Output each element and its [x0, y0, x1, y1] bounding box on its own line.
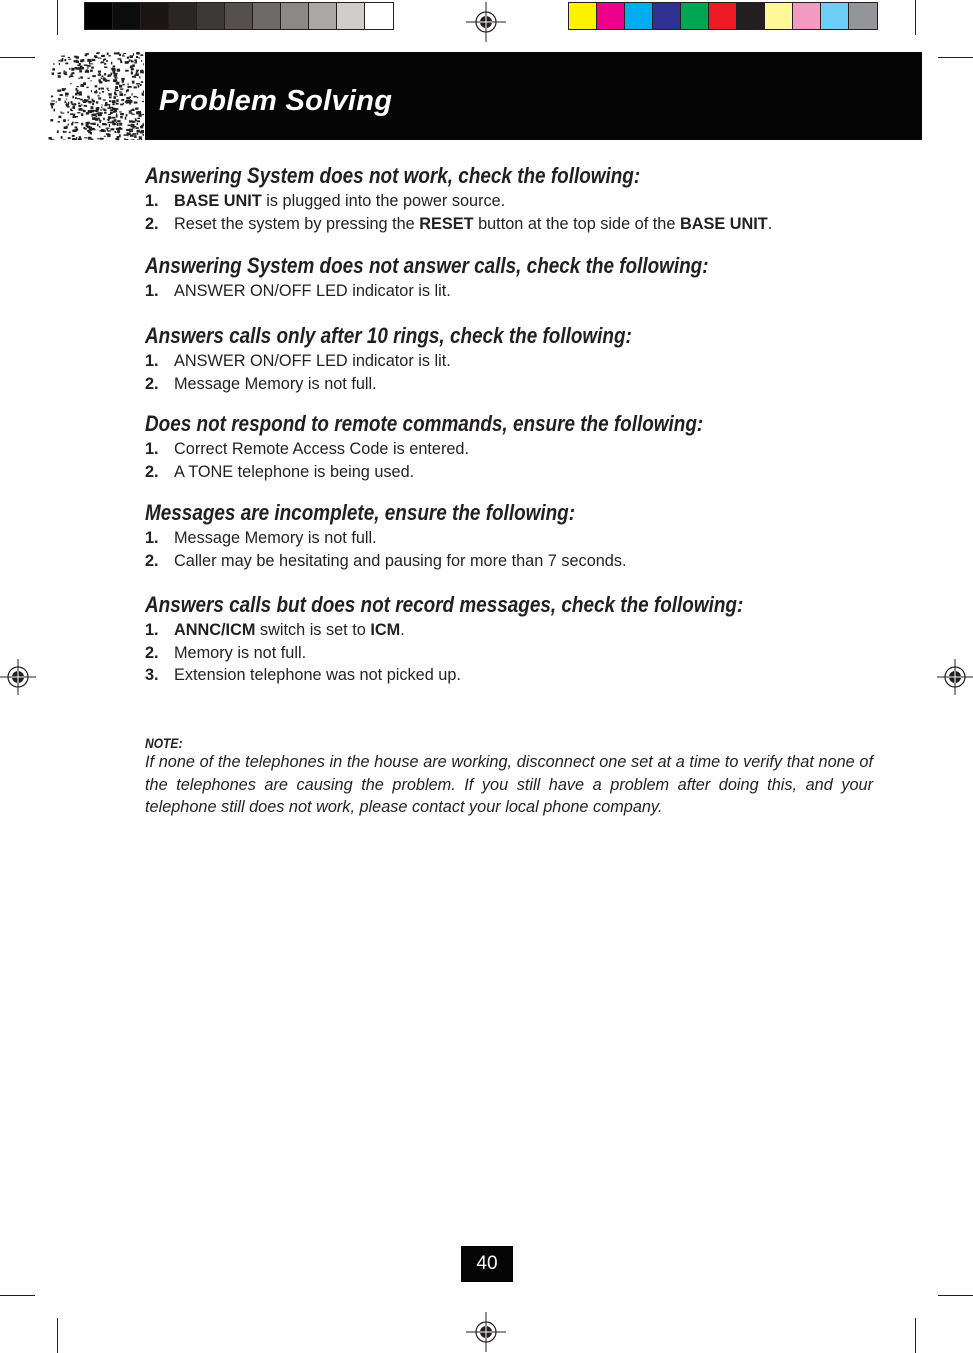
item-list — [145, 350, 873, 395]
list-item: 2. A TONE telephone is being used. — [145, 462, 415, 481]
color-swatch — [337, 3, 365, 29]
color-calibration-bar — [568, 2, 878, 30]
list-item: 1. ANSWER ON/OFF LED indicator is lit. — [145, 282, 451, 300]
list-item: 1. ANSWER ON/OFF LED indicator is lit. — [145, 352, 451, 370]
page-number: 40 — [461, 1246, 513, 1282]
list-item: 1. Message Memory is not full. — [145, 529, 377, 547]
color-swatch — [653, 3, 681, 29]
section — [145, 410, 873, 499]
note — [145, 735, 873, 819]
registration-mark-top — [466, 2, 506, 42]
color-swatch — [253, 3, 281, 29]
registration-mark-right — [937, 659, 973, 695]
color-swatch — [365, 3, 393, 29]
registration-mark-bottom — [466, 1312, 506, 1352]
section — [145, 322, 873, 410]
list-item: 3. Extension telephone was not picked up. — [145, 666, 461, 685]
color-swatch — [569, 3, 597, 29]
color-swatch — [793, 3, 821, 29]
color-swatch — [597, 3, 625, 29]
list-item: 1. ANNC/ICM switch is set to ICM. — [145, 621, 405, 639]
color-swatch — [113, 3, 141, 29]
crop-mark — [938, 1295, 973, 1296]
color-swatch — [625, 3, 653, 29]
section-heading: Messages are incomplete, ensure the following: — [145, 500, 576, 525]
color-swatch — [141, 3, 169, 29]
color-swatch — [681, 3, 709, 29]
header-bar — [145, 52, 922, 140]
section — [145, 160, 873, 252]
list-item: 1. BASE UNIT is plugged into the power source. — [145, 192, 506, 210]
page-title: Problem Solving — [159, 85, 393, 117]
color-swatch — [225, 3, 253, 29]
item-list — [145, 190, 873, 235]
section — [145, 252, 873, 322]
gray-calibration-bar — [84, 2, 394, 30]
color-swatch — [309, 3, 337, 29]
crop-mark — [57, 0, 58, 35]
section — [145, 591, 873, 735]
color-swatch — [821, 3, 849, 29]
item-list — [145, 438, 873, 483]
color-swatch — [197, 3, 225, 29]
content — [145, 160, 873, 819]
section-heading: Answering System does not answer calls, check the following: — [145, 253, 709, 278]
color-swatch — [85, 3, 113, 29]
crop-mark — [0, 1295, 35, 1296]
crop-mark — [938, 57, 973, 58]
crop-mark — [915, 0, 916, 35]
crop-mark — [915, 1318, 916, 1353]
note-text: If none of the telephones in the house are working, disconnect one set at a time to verify that none of the telephones are causing the problem. If you still have a problem after doing this, and your telephone still does not work, please contact your local phone company. — [145, 753, 873, 817]
section-heading: Answers calls but does not record messages, check the following: — [145, 592, 744, 617]
list-item: 1. Correct Remote Access Code is entered. — [145, 440, 470, 458]
registration-mark-left — [0, 659, 36, 695]
color-swatch — [737, 3, 765, 29]
item-list — [145, 619, 873, 687]
note-label: NOTE: — [145, 735, 183, 751]
list-item: 2. Memory is not full. — [145, 643, 307, 662]
section-heading: Answers calls only after 10 rings, check the following: — [145, 323, 632, 348]
color-swatch — [849, 3, 877, 29]
list-item: 2. Reset the system by pressing the RESET button at the top side of the BASE UNIT. — [145, 214, 773, 233]
list-item: 2. Message Memory is not full. — [145, 374, 377, 393]
crop-mark — [0, 57, 35, 58]
speckle-decoration — [48, 52, 144, 140]
crop-mark — [57, 1318, 58, 1353]
color-swatch — [765, 3, 793, 29]
item-list — [145, 280, 873, 303]
color-swatch — [169, 3, 197, 29]
color-swatch — [709, 3, 737, 29]
section-heading: Answering System does not work, check the following: — [145, 163, 641, 188]
item-list — [145, 527, 873, 572]
section — [145, 499, 873, 591]
color-swatch — [281, 3, 309, 29]
list-item: 2. Caller may be hesitating and pausing for more than 7 seconds. — [145, 551, 627, 570]
section-heading: Does not respond to remote commands, ensure the following: — [145, 411, 704, 436]
